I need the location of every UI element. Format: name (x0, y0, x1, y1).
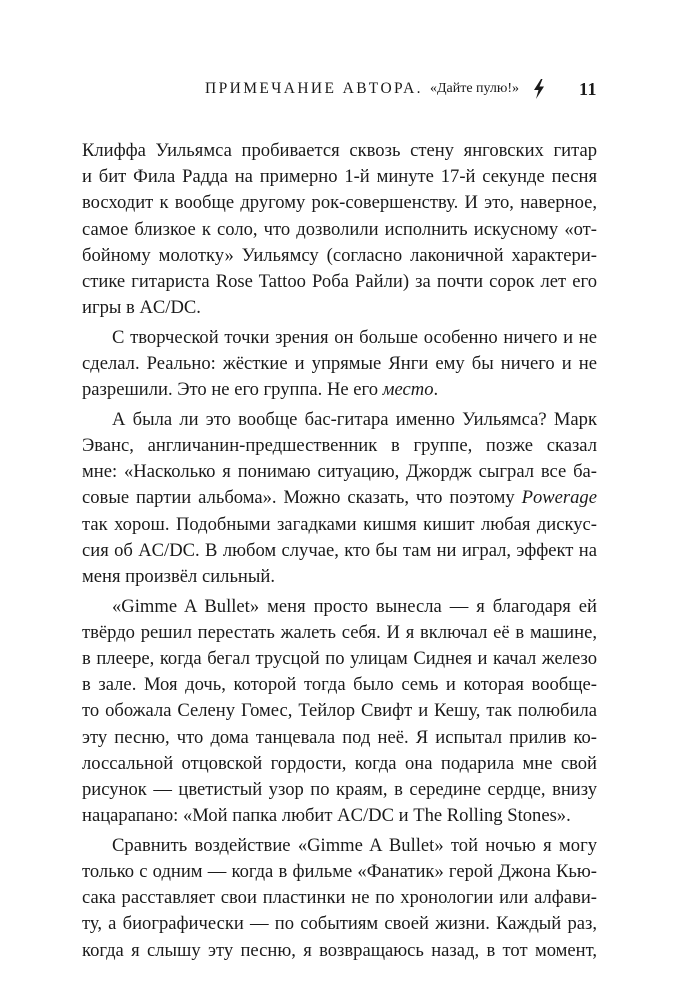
page-number: 11 (578, 78, 597, 99)
text-line: меня произвёл сильный. (82, 566, 275, 587)
text-line: в зале. Моя дочь, которой тогда было семь и которая вообще- (82, 674, 597, 696)
text-line: только с одним — когда в фильме «Фанатик» герой Джона Кью- (82, 861, 597, 883)
running-head (205, 76, 597, 102)
paragraph-5 (82, 833, 597, 964)
text-line (82, 485, 597, 511)
text-line: А была ли это вообще бас-гитара именно Уильямса? Марк (112, 408, 597, 430)
running-head-chapter: «Дайте пулю!» (429, 81, 520, 96)
text-segment: разрешили. Это не его группа. Не его (82, 379, 383, 401)
text-line: так хорош. Подобными загадками кишмя кишит любая дискус- (82, 513, 597, 535)
italic-word: место (382, 379, 434, 401)
text-line: С творческой точки зрения он больше особенно ничего и не (112, 326, 597, 348)
paragraph-1 (82, 138, 597, 321)
text-line: и бит Фила Радда на примерно 1-й минуте 17-й секунде песня (82, 166, 597, 188)
text-line: ту, а биографически — по событиям своей жизни. Каждый раз, (82, 913, 597, 935)
text-segment: совые партии альбома». Можно сказать, что поэтому (82, 487, 522, 509)
text-line: Клиффа Уильямса пробивается сквозь стену янговских гитар (82, 140, 597, 161)
text-line: в плеере, когда бегал трусцой по улицам Сиднея и качал железо (82, 648, 597, 670)
text-line: восходит к вообще другому рок-совершенству. И это, наверное, (82, 192, 597, 214)
running-head-section: ПРИМЕЧАНИЕ АВТОРА. (205, 80, 423, 97)
text-line: сака расставляет свои пластинки не по хронологии или алфави- (82, 887, 597, 909)
lightning-bolt-icon (533, 79, 545, 99)
text-line (82, 377, 597, 403)
text-line: нацарапано: «Мой папка любит AC/DC и The Rolling Stones». (82, 805, 571, 827)
text-body (82, 138, 597, 967)
text-line: эту песню, что дома танцевала под неё. Я испытал прилив ко- (82, 726, 597, 748)
text-line: Сравнить воздействие «Gimme A Bullet» той ночью я могу (112, 834, 597, 856)
text-line: стике гитариста Rose Tattoo Роба Райли) за почти сорок лет его (82, 270, 597, 292)
paragraph-2 (82, 325, 597, 404)
text-line: «Gimme A Bullet» меня просто вынесла — я благодаря ей (112, 595, 597, 617)
text-line: бойному молотку» Уильямсу (согласно лаконичной характери- (82, 244, 597, 266)
text-line: игры в AC/DC. (82, 297, 201, 319)
text-segment: . (433, 379, 439, 401)
text-line: сделал. Реально: жёсткие и упрямые Янги ему бы ничего и не (82, 353, 597, 374)
text-line: рисунок — цветистый узор по краям, в середине сердце, внизу (82, 779, 597, 800)
text-line: твёрдо решил перестать жалеть себя. И я включал её в машине, (82, 621, 597, 643)
text-line: то обожала Селену Гомес, Тейлор Свифт и Кешу, так полюбила (82, 700, 597, 722)
text-line: когда я слышу эту песню, я возвращаюсь назад, в тот момент, (82, 939, 597, 961)
text-line: мне: «Насколько я понимаю ситуацию, Джордж сыграл все ба- (82, 461, 597, 483)
text-line: самое близкое к соло, что дозволили исполнить искусному «от- (82, 218, 597, 240)
text-line: Эванс, англичанин-предшественник в группе, позже сказал (82, 435, 597, 457)
text-line: лоссальной отцовской гордости, когда она подарила мне свой (82, 752, 597, 774)
italic-word: Powerage (521, 487, 597, 509)
paragraph-4 (82, 594, 597, 830)
text-line: сия об AC/DC. В любом случае, кто бы там ни играл, эффект на (82, 539, 597, 561)
paragraph-3 (82, 407, 597, 590)
